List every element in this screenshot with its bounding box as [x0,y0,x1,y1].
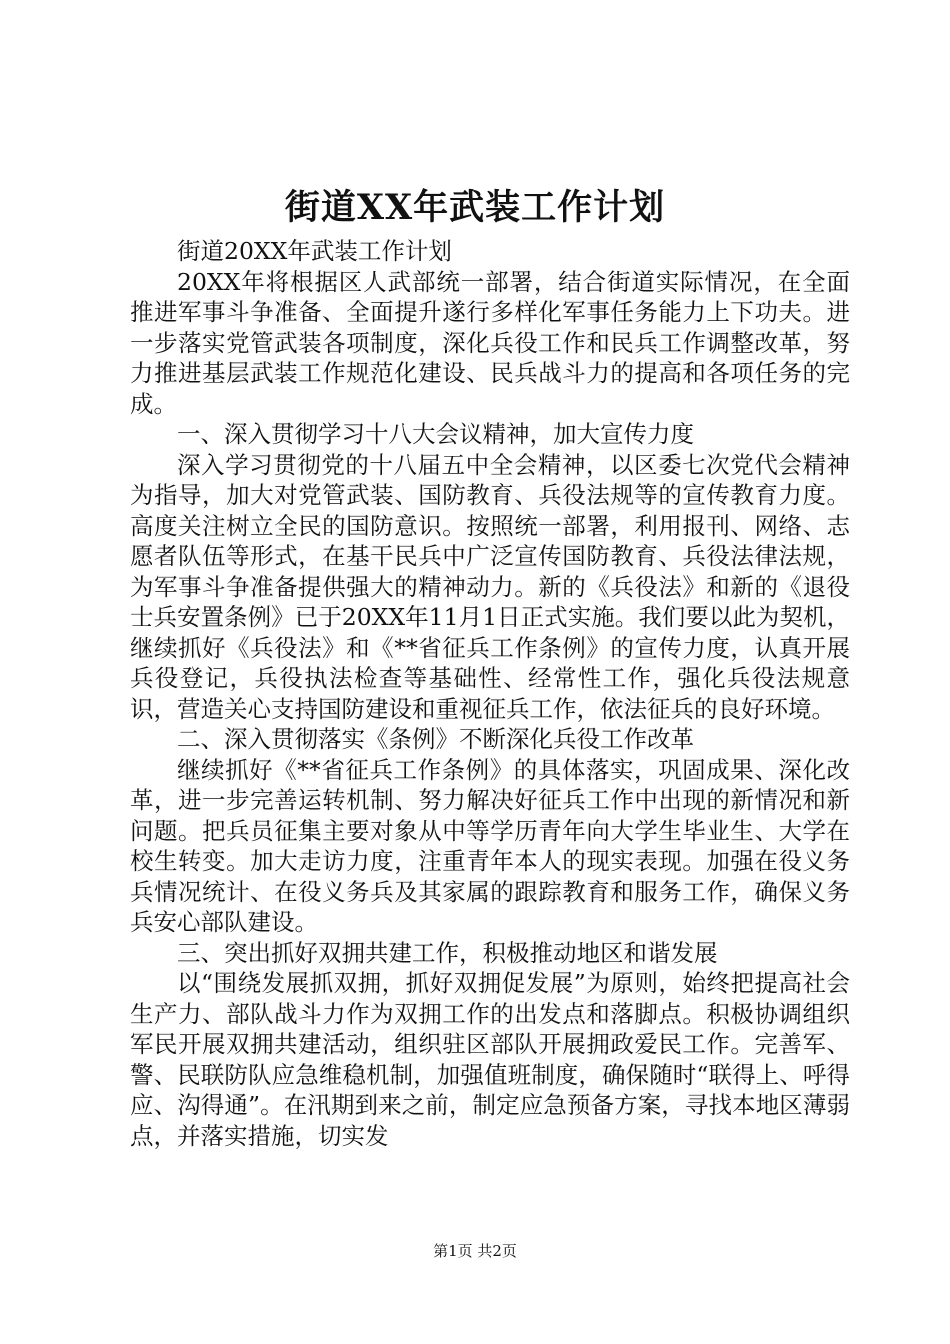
paragraph-section-3: 以“围绕发展抓双拥，抓好双拥促发展”为原则，始终把提高社会生产力、部队战斗力作为双拥工作的出发点和落脚点。积极协调组织军民开展双拥共建活动，组织驻区部队开展拥政爱民工作。完善军、警、民联防队应急维稳机制，加强值班制度，确保随时“联得上、呼得应、沟得通”。在汛期到来之前，制定应急预备方案，寻找本地区薄弱点，并落实措施，切实发 [130,969,850,1150]
paragraph-section-1: 深入学习贯彻党的十八届五中全会精神，以区委七次党代会精神为指导，加大对党管武装、国防教育、兵役法规等的宣传教育力度。高度关注树立全民的国防意识。按照统一部署，利用报刊、网络、志愿者队伍等形式，在基干民兵中广泛宣传国防教育、兵役法律法规，为军事斗争准备提供强大的精神动力。新的《兵役法》和新的《退役士兵安置条例》已于20XX年11月1日正式实施。我们要以此为契机，继续抓好《兵役法》和《**省征兵工作条例》的宣传力度，认真开展兵役登记，兵役执法检查等基础性、经常性工作，强化兵役法规意识，营造关心支持国防建设和重视征兵工作，依法征兵的良好环境。 [130,450,850,723]
section-heading-2: 二、深入贯彻落实《条例》不断深化兵役工作改革 [177,725,694,753]
paragraph-section-2: 继续抓好《**省征兵工作条例》的具体落实，巩固成果、深化改革，进一步完善运转机制、努力解决好征兵工作中出现的新情况和新问题。把兵员征集主要对象从中等学历青年向大学生毕业生、大学在校生转变。加大走访力度，注重青年本人的现实表现。加强在役义务兵情况统计、在役义务兵及其家属的跟踪教育和服务工作，确保义务兵安心部队建设。 [130,755,850,936]
document-title: 街道XX年武装工作计划 [284,187,666,228]
paragraph-subtitle: 街道20XX年武装工作计划 [177,237,452,265]
section-heading-3: 三、突出抓好双拥共建工作，积极推动地区和谐发展 [177,938,718,967]
page-footer: 第1页 共2页 [433,1242,517,1260]
document-body [130,236,850,1151]
section-heading-1: 一、深入贯彻学习十八大会议精神，加大宣传力度 [177,420,694,448]
paragraph-intro: 20XX年将根据区人武部统一部署，结合街道实际情况，在全面推进军事斗争准备、全面提升遂行多样化军事任务能力上下功夫。进一步落实党管武装各项制度，深化兵役工作和民兵工作调整改革，努力推进基层武装工作规范化建设、民兵战斗力的提高和各项任务的完成。 [130,267,850,418]
